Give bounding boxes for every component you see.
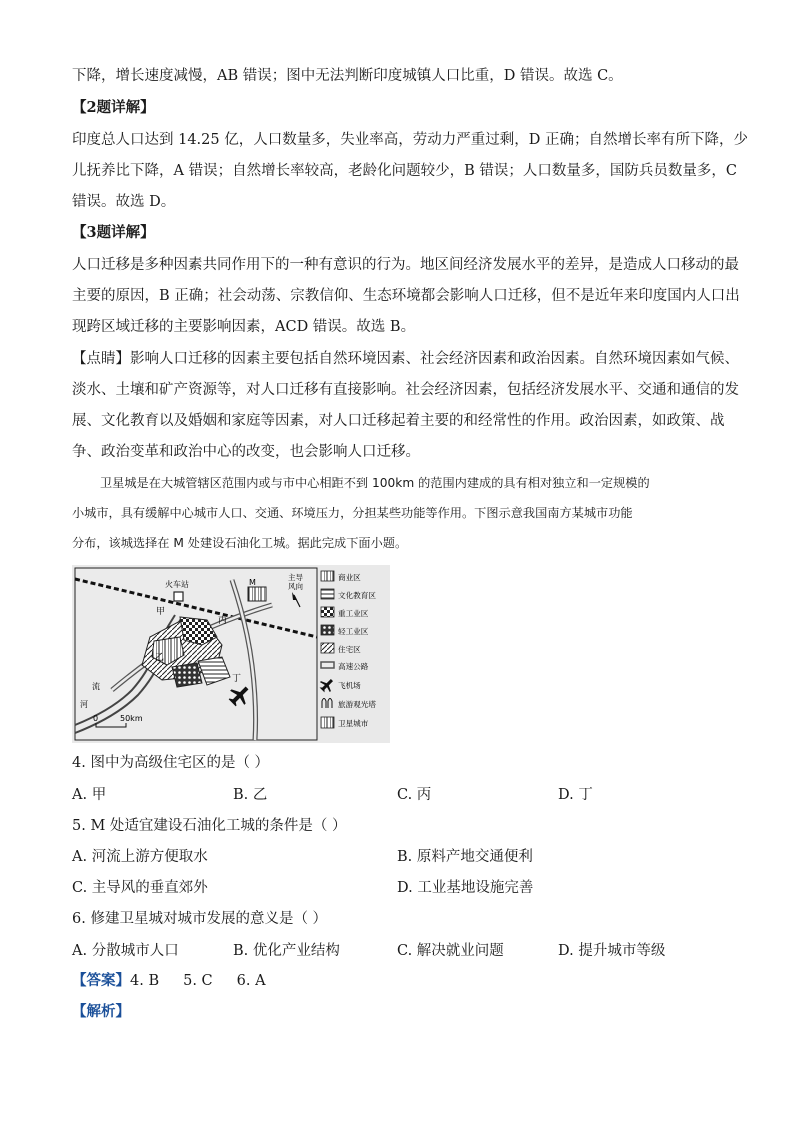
legend-item: 高速公路	[338, 662, 369, 671]
answer-value: 5. C	[183, 973, 213, 989]
river-label: 流	[92, 682, 100, 691]
label-yi: 乙	[155, 653, 165, 663]
answer-label: 【答案】	[72, 972, 130, 989]
tower-icon	[322, 699, 332, 709]
paragraph-line: 争、政治变革和政治中心的改变，也会影响人口迁移。	[72, 444, 420, 460]
paragraph-line: 人口迁移是多种因素共同作用下的一种有意识的行为。地区间经济发展水平的差异，是造成人口移动的最	[72, 257, 739, 273]
option-a[interactable]: A. 河流上游方便取水	[72, 849, 208, 865]
question-stem: 6. 修建卫星城对城市发展的意义是（ ）	[72, 911, 328, 927]
option-b[interactable]: B. 乙	[233, 787, 268, 803]
intro-line: 分布，该城选择在 M 处建设石油化工城。据此完成下面小题。	[72, 536, 408, 550]
label-m: M	[249, 578, 256, 587]
city-function-map	[72, 565, 390, 743]
option-b[interactable]: B. 优化产业结构	[233, 943, 340, 959]
option-a[interactable]: A. 甲	[72, 787, 107, 803]
label-ding: 丁	[232, 674, 242, 684]
answer-line	[72, 971, 266, 991]
light-industry-area	[172, 663, 202, 687]
option-a[interactable]: A. 分散城市人口	[72, 943, 179, 959]
paragraph-line: 错误。故选 D。	[72, 194, 176, 210]
map-legend	[317, 571, 376, 728]
option-c[interactable]: C. 解决就业问题	[397, 943, 504, 959]
satellite-city-m	[248, 587, 266, 601]
legend-item: 卫星城市	[338, 719, 369, 728]
river-label: 河	[80, 700, 88, 709]
option-c[interactable]: C. 主导风的垂直郊外	[72, 880, 208, 896]
intro-line: 小城市，具有缓解中心城市人口、交通、环境压力，分担某些功能等作用。下图示意我国南方某城市功能	[72, 506, 633, 520]
paragraph-line: 印度总人口达到 14.25 亿，人口数量多，失业率高，劳动力严重过剩，D 正确；自然增长率有所下降，少	[72, 132, 748, 148]
paragraph-line: 淡水、土壤和矿产资源等，对人口迁移有直接影响。社会经济因素，包括经济发展水平、交通和通信的发	[72, 382, 739, 398]
question-stem: 4. 图中为高级住宅区的是（ ）	[72, 755, 270, 771]
paragraph-line: 主要的原因，B 正确；社会动荡、宗教信仰、生态环境都会影响人口迁移，但不是近年来印度国内人口出	[72, 288, 740, 304]
paragraph-line: 展、文化教育以及婚姻和家庭等因素，对人口迁移起着主要的和经常性的作用。政治因素，如政策、战	[72, 413, 725, 429]
legend-item: 飞机场	[338, 681, 361, 690]
option-d[interactable]: D. 丁	[558, 787, 593, 803]
legend-item: 商业区	[338, 573, 361, 582]
section-heading: 【3题详解】	[72, 224, 155, 241]
label-bing: 丙	[218, 616, 228, 626]
legend-item: 旅游观光塔	[338, 700, 376, 709]
paragraph-line: 儿抚养比下降，A 错误；自然增长率较高，老龄化问题较少，B 错误；人口数量多，国防兵员数量多，C	[72, 163, 737, 179]
intro-line: 卫星城是在大城管辖区范围内或与市中心相距不到 100km 的范围内建成的具有相对独立和一定规模的	[100, 476, 650, 490]
option-d[interactable]: D. 提升城市等级	[558, 943, 666, 959]
paragraph-line: 下降，增长速度减慢，AB 错误；图中无法判断印度城镇人口比重，D 错误。故选 C。	[72, 68, 623, 84]
section-heading: 【2题详解】	[72, 99, 155, 116]
station-label: 火车站	[165, 580, 189, 589]
legend-item: 住宅区	[338, 645, 361, 654]
legend-item: 轻工业区	[338, 627, 369, 636]
scale-label: 50km	[120, 714, 143, 723]
wind-label: 风向	[288, 582, 303, 591]
answer-value: 4. B	[130, 973, 160, 989]
paragraph-line: 现跨区域迁移的主要影响因素，ACD 错误。故选 B。	[72, 319, 416, 335]
option-c[interactable]: C. 丙	[397, 787, 432, 803]
legend-item: 文化教育区	[338, 591, 376, 600]
paragraph-line: 【点睛】影响人口迁移的因素主要包括自然环境因素、社会经济因素和政治因素。自然环境因素如气候、	[72, 351, 739, 367]
wind-label: 主导	[288, 573, 303, 582]
legend-item: 重工业区	[338, 609, 369, 618]
label-jia: 甲	[156, 607, 166, 617]
analysis-heading: 【解析】	[72, 1003, 130, 1020]
train-station-icon	[174, 592, 183, 601]
option-b[interactable]: B. 原料产地交通便利	[397, 849, 533, 865]
question-stem: 5. M 处适宜建设石油化工城的条件是（ ）	[72, 818, 347, 834]
answer-value: 6. A	[236, 973, 266, 989]
option-d[interactable]: D. 工业基地设施完善	[397, 880, 534, 896]
scale-zero: 0	[93, 714, 99, 723]
